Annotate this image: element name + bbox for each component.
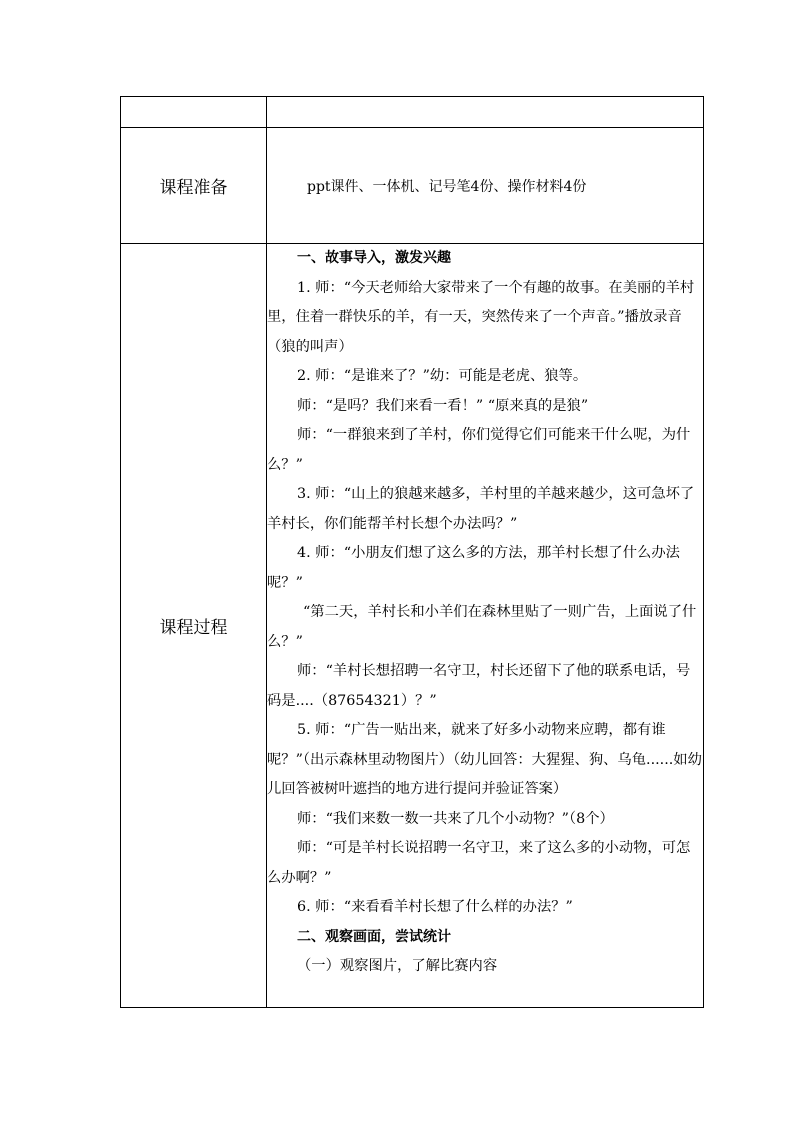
table-header-row bbox=[121, 97, 704, 128]
process-line: 师：“是吗？我们来看一看！” “原来真的是狼” bbox=[297, 397, 589, 414]
empty-cell bbox=[267, 97, 704, 128]
course-process-content bbox=[267, 244, 704, 1008]
course-process-label: 课程过程 bbox=[121, 244, 267, 1008]
empty-cell bbox=[121, 97, 267, 128]
course-preparation-content: ppt课件、一体机、记号笔4份、操作材料4份 bbox=[267, 128, 704, 244]
process-heading: 一、故事导入，激发兴趣 bbox=[297, 250, 451, 266]
process-line: （一）观察图片，了解比赛内容 bbox=[297, 958, 498, 974]
process-line: 师：“一群狼来到了羊村，你们觉得它们可能来干什么呢，为什么？” bbox=[267, 427, 691, 473]
process-line: 6. 师：“来看看羊村长想了什么样的办法？” bbox=[297, 899, 573, 915]
process-line: 师：“可是羊村长说招聘一名守卫，来了这么多的小动物，可怎么办啊？” bbox=[267, 840, 691, 886]
process-line: 5. 师：“广告一贴出来，就来了好多小动物来应聘，都有谁呢？”（出示森林里动物图片）（幼儿回答：大猩猩、狗、乌龟......如幼儿回答被树叶遮挡的地方进行提问并验证答案） bbox=[267, 722, 702, 797]
process-line: 2. 师：“是谁来了？”幼：可能是老虎、狼等。 bbox=[297, 368, 588, 384]
course-preparation-row bbox=[121, 128, 704, 244]
process-line: 4. 师：“小朋友们想了这么多的方法，那羊村长想了什么办法呢？” bbox=[267, 545, 680, 591]
course-process-row bbox=[121, 244, 704, 1008]
lesson-plan-table bbox=[120, 96, 704, 1008]
process-line: 1. 师：“今天老师给大家带来了一个有趣的故事。在美丽的羊村里，住着一群快乐的羊，有一天，突然传来了一个声音。”播放录音（狼的叫声） bbox=[267, 279, 695, 355]
process-heading: 二、观察画面，尝试统计 bbox=[297, 928, 451, 945]
course-preparation-label: 课程准备 bbox=[121, 128, 267, 244]
process-line: “第二天，羊村长和小羊们在森林里贴了一则广告，上面说了什么？” bbox=[267, 604, 697, 650]
process-line: 师：“羊村长想招聘一名守卫，村长还留下了他的联系电话，号码是....（87654321）？” bbox=[267, 663, 691, 709]
process-line: 3. 师：“山上的狼越来越多，羊村里的羊越来越少，这可急坏了羊村长，你们能帮羊村长想个办法吗？” bbox=[267, 486, 695, 532]
process-line: 师：“我们来数一数一共来了几个小动物？”（8个） bbox=[297, 810, 614, 827]
